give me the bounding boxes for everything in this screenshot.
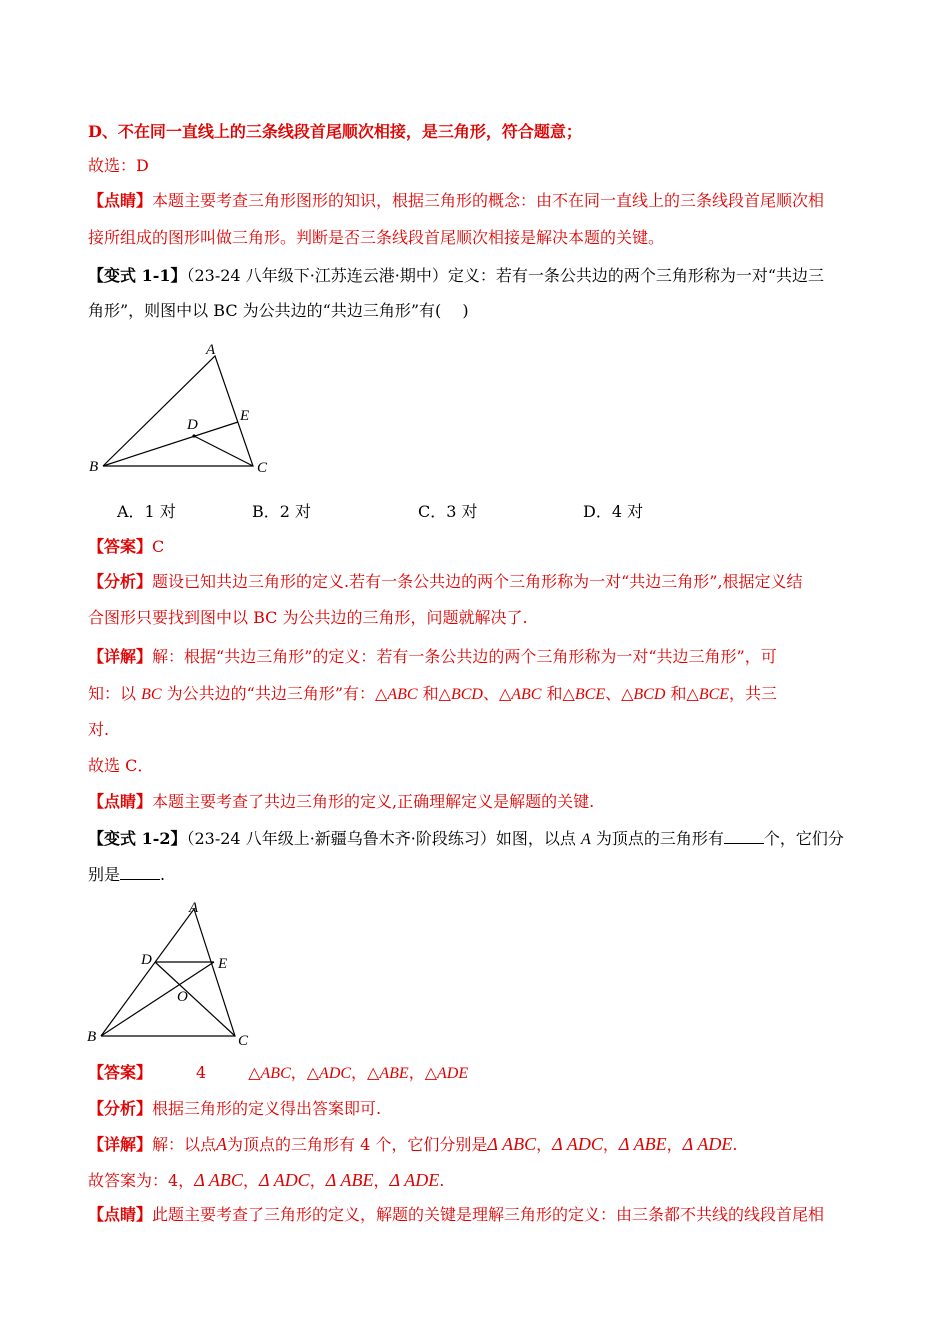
answer-blank-1[interactable]	[724, 827, 764, 844]
text-segment: 解：以点	[152, 1135, 217, 1154]
q1-guxuan: 故选 C．	[88, 756, 154, 775]
fenxi-tag: 【分析】	[88, 572, 153, 591]
fenxi-text-2: 合图形只要找到图中以 BC 为公共边的三角形，问题就解决了.	[88, 608, 528, 627]
dianjing-tag: 【点睛】	[88, 191, 153, 210]
text-segment: ，共三	[729, 684, 778, 703]
option-c[interactable]: C．3 对	[418, 502, 478, 521]
xiangjie-text-3: 对.	[88, 720, 110, 739]
text-segment: 故答案为：4，	[88, 1171, 195, 1190]
text-segment: 和△	[665, 684, 699, 703]
q1-answer	[88, 536, 164, 558]
triangle-name: ABC	[511, 686, 542, 703]
q1-stem-1: （23-24 八年级下·江苏连云港·期中）定义：若有一条公共边的两个三角形称为一对“共边三	[186, 266, 825, 285]
xiangjie-tag: 【详解】	[88, 647, 153, 666]
text-segment: ，	[666, 1135, 683, 1154]
label-b: B	[87, 1029, 97, 1045]
text-segment: 、△	[482, 684, 512, 703]
q2-figure	[84, 896, 264, 1052]
text-segment: .	[439, 1171, 445, 1190]
option-d[interactable]: D．4 对	[583, 502, 644, 521]
label-b: B	[89, 459, 99, 475]
label-o: O	[177, 989, 188, 1005]
triangle-name: Δ ABC	[487, 1134, 537, 1154]
text-segment: 和△	[541, 684, 575, 703]
text-segment: 、△	[605, 684, 634, 703]
text-segment: 为顶点的三角形有	[590, 829, 724, 848]
label-e: E	[218, 956, 228, 972]
text-segment: 为公共边的“共边三角形”有：△	[161, 684, 388, 703]
option-d-explanation: D、不在同一直线上的三条线段首尾顺次相接，是三角形，符合题意；	[88, 122, 582, 141]
q1-figure	[84, 338, 284, 483]
triangle-name: Δ ABE	[618, 1134, 667, 1154]
triangle-name: Δ ABC	[194, 1170, 243, 1190]
text-segment: ，	[309, 1171, 326, 1190]
triangle-name: ABE	[379, 1065, 409, 1082]
q1-tag: 【变式 1-1】	[88, 266, 187, 285]
fenxi-tag: 【分析】	[88, 1099, 153, 1118]
triangle-name: ABC	[387, 686, 418, 703]
q1-fenxi	[88, 571, 803, 593]
text-segment: .	[160, 865, 166, 884]
q2-fenxi	[88, 1098, 381, 1120]
text-segment: 为顶点的三角形有 4 个，它们分别是	[227, 1135, 488, 1154]
q2-tag: 【变式 1-2】	[88, 829, 187, 848]
fenxi-text-1: 题设已知共边三角形的定义.若有一条公共边的两个三角形称为一对“共边三角形”,根据定义结	[152, 572, 803, 591]
text-segment: 别是	[88, 865, 121, 884]
xiangjie-text-1: 解：根据“共边三角形”的定义：若有一条公共边的两个三角形称为一对“共边三角形”，可	[152, 647, 777, 666]
segment-be	[103, 422, 238, 466]
q2-stem-2	[88, 863, 165, 886]
dianjing-text: 此题主要考查了三角形的定义，解题的关键是理解三角形的定义：由三条都不共线的线段首尾相	[152, 1205, 825, 1224]
choice-line: 故选：D	[88, 156, 149, 175]
point-a-ref: A	[580, 831, 591, 848]
text-segment: 和△	[417, 684, 451, 703]
label-e: E	[240, 408, 250, 424]
triangle-name: Δ ADC	[258, 1170, 310, 1190]
triangle-name: BCE	[574, 686, 606, 703]
triangle-name: Δ ADE	[389, 1170, 440, 1190]
triangle-name: Δ ADC	[552, 1134, 603, 1154]
q1-stem-2: 角形”，则图中以 BC 为公共边的“共边三角形”有( )	[88, 301, 469, 320]
text-segment: ，	[373, 1171, 390, 1190]
q2-answer: 【答案】 4 △ABC，△ADC，△ABE，△ADE	[88, 1063, 469, 1082]
dianjing-text-1: 本题主要考查三角形图形的知识，根据三角形的概念：由不在同一直线上的三条线段首尾顺次相	[152, 191, 825, 210]
label-d: D	[187, 417, 198, 433]
text-segment: 个，它们分	[763, 829, 844, 848]
label-a: A	[189, 900, 199, 916]
answer-tag: 【答案】	[88, 537, 153, 556]
dianjing-text: 本题主要考查了共边三角形的定义,正确理解定义是解题的关键.	[152, 792, 595, 811]
triangle-name: Δ ABE	[325, 1170, 374, 1190]
q2-guda	[88, 1169, 444, 1192]
triangle-name: BCD	[633, 686, 666, 703]
triangle-abc	[103, 356, 253, 466]
segment-be	[101, 962, 214, 1036]
q1-xiangjie	[88, 646, 777, 668]
text-segment: ，	[602, 1135, 619, 1154]
dianjing-paragraph	[88, 190, 824, 212]
option-a[interactable]: A．1 对	[117, 502, 176, 521]
answer-value: C	[152, 537, 165, 556]
segment-bc: BC	[141, 686, 162, 703]
label-d: D	[141, 952, 152, 968]
label-c: C	[257, 460, 268, 476]
triangle-name: Δ ADE	[682, 1134, 733, 1154]
q2-xiangjie	[88, 1133, 738, 1156]
text-segment: ，	[536, 1135, 553, 1154]
text-segment: （23-24 八年级上·新疆乌鲁木齐·阶段练习）如图，以点	[186, 829, 581, 848]
q2-dianjing	[88, 1204, 824, 1226]
text-segment: 知：以	[88, 684, 142, 703]
fenxi-text: 根据三角形的定义得出答案即可.	[152, 1099, 382, 1118]
label-a: A	[206, 342, 216, 358]
dianjing-tag: 【点睛】	[88, 792, 153, 811]
point-d	[192, 434, 195, 437]
label-c: C	[238, 1033, 249, 1049]
triangle-name: ADC	[319, 1065, 352, 1082]
answer-number: 4	[196, 1063, 207, 1082]
dianjing-text-2: 接所组成的图形叫做三角形。判断是否三条线段首尾顺次相接是解决本题的关键。	[88, 228, 665, 247]
triangle-name: ADE	[437, 1065, 469, 1082]
point-a-ref: A	[216, 1134, 228, 1154]
q2-stem	[88, 827, 844, 851]
answer-blank-2[interactable]	[120, 863, 160, 880]
answer-tag: 【答案】	[88, 1063, 153, 1082]
text-segment: .	[732, 1135, 738, 1154]
xiangjie-tag: 【详解】	[88, 1135, 153, 1154]
q1-dianjing	[88, 791, 594, 813]
q1-stem	[88, 265, 824, 287]
option-b[interactable]: B．2 对	[252, 502, 312, 521]
triangle-name: BCD	[450, 686, 483, 703]
triangle-name: BCE	[698, 686, 730, 703]
xiangjie-text-2	[88, 683, 777, 706]
triangle-name: ABC	[260, 1065, 291, 1082]
dianjing-tag: 【点睛】	[88, 1205, 153, 1224]
text-segment: ，	[242, 1171, 259, 1190]
